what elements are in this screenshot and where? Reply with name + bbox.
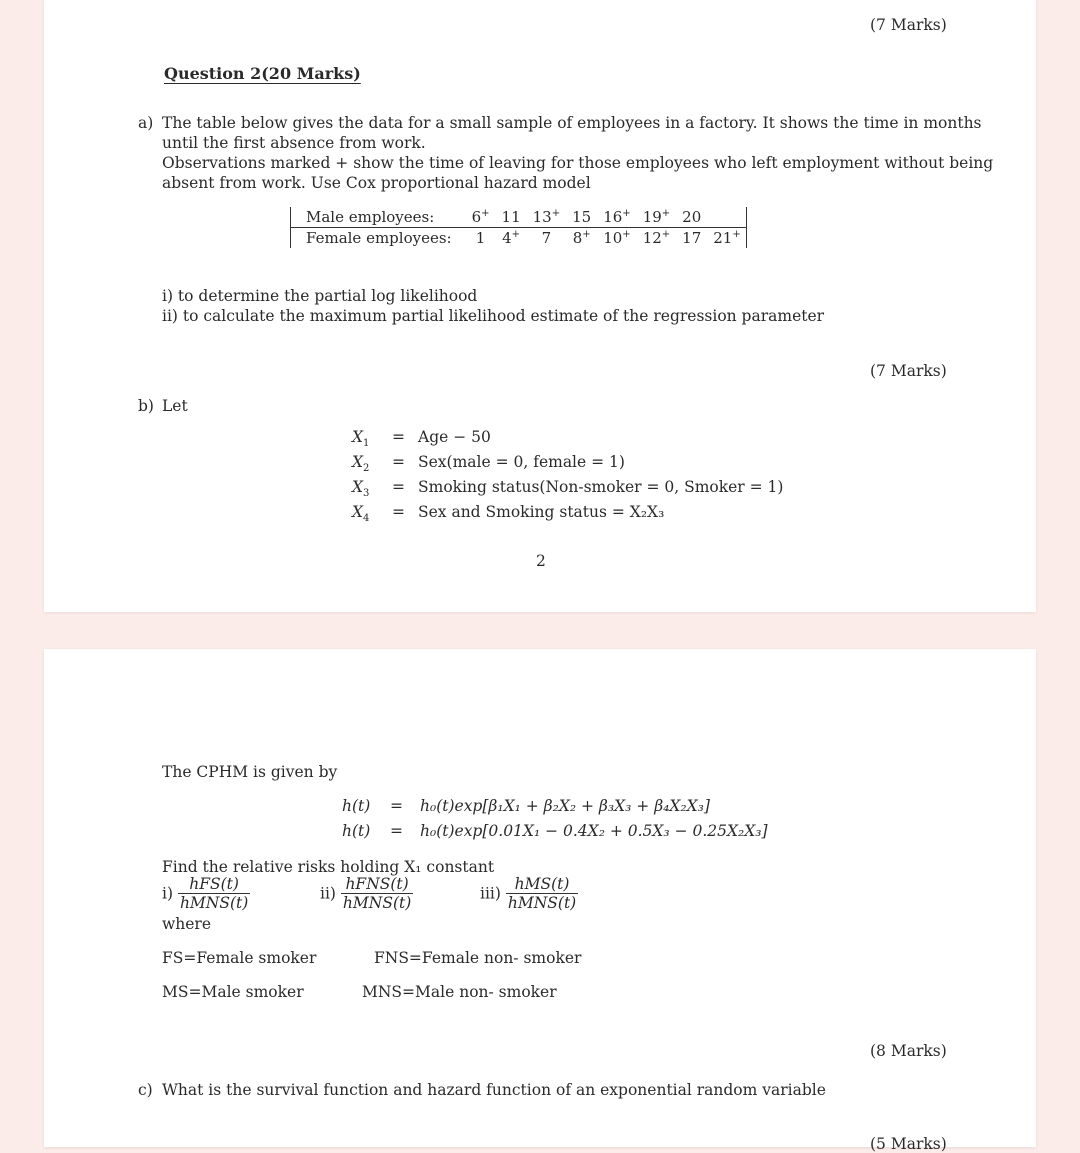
marks-label-top: (7 Marks) <box>870 16 947 34</box>
employee-data-table <box>290 207 747 248</box>
part-a-line-4: absent from work. Use Cox proportional hazard model <box>162 174 591 192</box>
document-page-2 <box>44 649 1036 1153</box>
abbr-male-smoker: MS=Male smoker <box>162 983 304 1001</box>
definition-variable-letter: X <box>352 428 364 446</box>
female-employees-value <box>527 228 566 249</box>
male-employees-value-number: 6 <box>471 208 482 226</box>
definition-equals: = <box>392 453 405 471</box>
definition-equals: = <box>392 503 405 521</box>
part-c-label: c) <box>138 1081 153 1099</box>
female-employees-value-number: 17 <box>682 229 702 247</box>
relative-risks-intro: Find the relative risks holding X₁ constant <box>162 858 495 876</box>
definition-variable-index: 3 <box>363 488 370 500</box>
definition-meaning: Smoking status(Non-smoker = 0, Smoker = 1) <box>418 478 784 496</box>
censor-mark: + <box>622 208 631 219</box>
censor-mark: + <box>661 208 671 219</box>
definition-variable-letter: X <box>352 503 364 521</box>
equation-2-rhs: h₀(t)exp[0.01X₁ − 0.4X₂ + 0.5X₃ − 0.25X₂X₃] <box>420 822 768 840</box>
ratio-ii-numerator: hFNS(t) <box>341 876 413 894</box>
definition-variable-index: 1 <box>363 438 370 450</box>
male-employees-value <box>707 207 746 228</box>
female-employees-row <box>290 228 747 249</box>
female-employees-value-number: 8 <box>572 229 583 247</box>
female-employees-value <box>466 228 496 249</box>
part-a-item-ii: ii) to calculate the maximum partial likelihood estimate of the regression parameter <box>162 307 825 325</box>
abbr-male-non-smoker: MNS=Male non- smoker <box>362 983 557 1001</box>
female-employees-label: Female employees: <box>306 229 452 247</box>
table-left-border <box>290 207 291 248</box>
definition-meaning: Age − 50 <box>418 428 491 446</box>
male-employees-value <box>566 207 597 228</box>
equation-1-lhs: h(t) <box>342 797 371 815</box>
female-employees-value-number: 7 <box>541 229 552 247</box>
definition-meaning: Sex and Smoking status = X₂X₃ <box>418 503 665 521</box>
definition-meaning: Sex(male = 0, female = 1) <box>418 453 625 471</box>
male-employees-value-number: 11 <box>501 208 521 226</box>
part-b-intro: Let <box>162 397 188 415</box>
censor-mark: + <box>551 208 561 219</box>
abbr-female-non-smoker: FNS=Female non- smoker <box>374 949 582 967</box>
table-right-border <box>746 207 747 248</box>
ratio-i <box>162 876 250 913</box>
female-employees-value-number: 12 <box>642 229 662 247</box>
part-c-marks-cut: (5 Marks) <box>870 1135 947 1153</box>
part-a-marks: (7 Marks) <box>870 362 947 380</box>
page-number: 2 <box>536 552 546 570</box>
definition-variable <box>352 428 370 450</box>
male-employees-value <box>597 207 636 228</box>
censor-mark: + <box>481 208 490 219</box>
ratio-i-label: i) <box>162 884 174 903</box>
female-employees-value <box>496 228 527 249</box>
female-employees-value <box>676 228 707 249</box>
male-employees-value-number: 16 <box>603 208 623 226</box>
censor-mark: + <box>661 229 671 240</box>
part-b-label: b) <box>138 397 154 415</box>
male-employees-value <box>676 207 707 228</box>
document-page-1 <box>44 0 1036 612</box>
censor-mark: + <box>511 229 521 240</box>
part-a-line-3: Observations marked + show the time of leaving for those employees who left employment without being <box>162 154 994 172</box>
definition-variable-letter: X <box>352 478 364 496</box>
female-employees-value-number: 21 <box>713 229 733 247</box>
definition-variable-letter: X <box>352 453 364 471</box>
part-c-text: What is the survival function and hazard function of an exponential random variable <box>162 1081 826 1099</box>
female-employees-value <box>707 228 746 249</box>
part-a-item-i: i) to determine the partial log likelihood <box>162 287 478 305</box>
where-label: where <box>162 915 212 933</box>
part-a-label: a) <box>138 114 154 132</box>
censor-mark: + <box>622 229 631 240</box>
equation-2-lhs: h(t) <box>342 822 371 840</box>
male-employees-value-number: 20 <box>682 208 702 226</box>
male-employees-value <box>527 207 566 228</box>
male-employees-value <box>496 207 527 228</box>
ratio-iii <box>480 876 578 913</box>
male-employees-value-number: 15 <box>572 208 592 226</box>
female-employees-value-number: 1 <box>475 229 486 247</box>
female-employees-value-number: 4 <box>502 229 512 247</box>
definition-variable <box>352 478 370 500</box>
censor-mark: + <box>732 229 741 240</box>
female-employees-value <box>637 228 676 249</box>
ratio-iii-numerator: hMS(t) <box>506 876 578 894</box>
part-a-line-1: The table below gives the data for a small sample of employees in a factory. It shows the time in months <box>162 114 982 132</box>
ratio-i-denominator: hMNS(t) <box>179 894 249 912</box>
equation-2-equals: = <box>390 822 403 840</box>
definition-equals: = <box>392 428 405 446</box>
equation-1-equals: = <box>390 797 403 815</box>
definition-variable <box>352 503 370 525</box>
ratio-iii-denominator: hMNS(t) <box>507 894 577 912</box>
male-employees-label: Male employees: <box>290 207 466 228</box>
male-employees-value <box>466 207 496 228</box>
question-heading: Question 2(20 Marks) <box>164 64 361 83</box>
cphm-intro: The CPHM is given by <box>162 763 338 781</box>
definition-variable-index: 2 <box>363 463 370 475</box>
female-employees-value-number: 10 <box>603 229 623 247</box>
female-employees-value <box>597 228 636 249</box>
part-a-line-2: until the first absence from work. <box>162 134 426 152</box>
male-employees-value-number: 19 <box>642 208 662 226</box>
censor-mark: + <box>582 229 591 240</box>
definition-variable-index: 4 <box>363 513 370 525</box>
male-employees-value-number: 13 <box>532 208 552 226</box>
male-employees-value <box>637 207 676 228</box>
ratio-ii-label: ii) <box>320 884 336 903</box>
definition-variable <box>352 453 370 475</box>
ratio-ii <box>320 876 413 913</box>
equation-1-rhs: h₀(t)exp[β₁X₁ + β₂X₂ + β₃X₃ + β₄X₂X₃] <box>420 797 710 815</box>
ratio-i-numerator: hFS(t) <box>178 876 250 894</box>
definition-equals: = <box>392 478 405 496</box>
part-b-marks: (8 Marks) <box>870 1042 947 1060</box>
female-employees-value <box>566 228 597 249</box>
ratio-iii-label: iii) <box>480 884 501 903</box>
abbr-female-smoker: FS=Female smoker <box>162 949 317 967</box>
ratio-ii-denominator: hMNS(t) <box>342 894 412 912</box>
male-employees-row <box>290 207 747 228</box>
